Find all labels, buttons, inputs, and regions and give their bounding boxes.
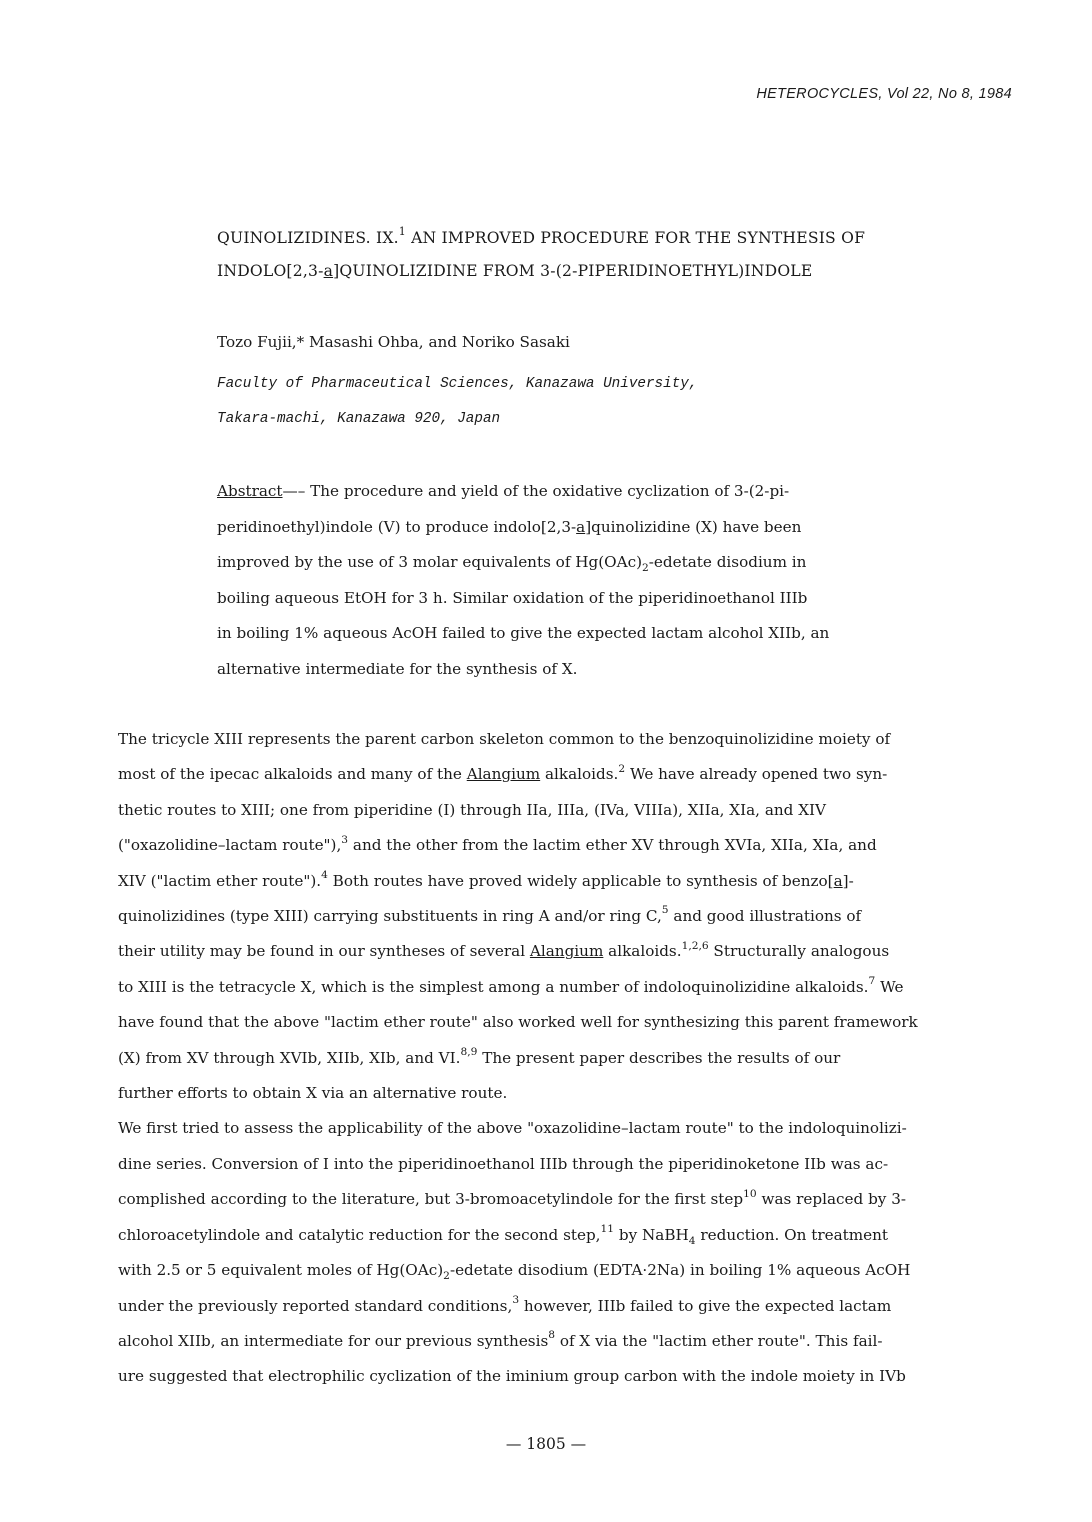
body-line: dine series. Conversion of I into the piperidinoethanol IIIb through the piperidinoketone IIb was ac- bbox=[118, 1154, 889, 1173]
body-text-run: alcohol XIIb, an intermediate for our previous synthesis bbox=[118, 1331, 549, 1350]
genus-name: Alangium bbox=[466, 765, 541, 784]
body-line: have found that the above "lactim ether route" also worked well for synthesizing this parent framework bbox=[118, 1013, 918, 1032]
body-text-run: chloroacetylindole and catalytic reduction for the second step, bbox=[118, 1225, 601, 1244]
body-text bbox=[118, 722, 1018, 1395]
footnote-ref: 1 bbox=[398, 225, 406, 239]
subscript: 2 bbox=[642, 561, 649, 575]
title-text: AN IMPROVED PROCEDURE FOR THE SYNTHESIS OF bbox=[405, 229, 866, 247]
footnote-ref: 11 bbox=[600, 1222, 615, 1236]
body-text-run: under the previously reported standard conditions, bbox=[118, 1296, 513, 1315]
genus-name: Alangium bbox=[529, 942, 604, 961]
body-text-run: their utility may be found in our syntheses of several bbox=[118, 942, 530, 961]
title-italic-locant: a bbox=[323, 262, 334, 280]
affiliation-line: Takara-machi, Kanazawa 920, Japan bbox=[217, 411, 501, 427]
abstract-text: -edetate disodium in bbox=[648, 553, 807, 571]
abstract-line: alternative intermediate for the synthesis of X. bbox=[217, 659, 578, 678]
body-text-run: ]- bbox=[842, 871, 854, 890]
abstract-text: improved by the use of 3 molar equivalents of Hg(OAc) bbox=[217, 553, 643, 571]
body-line bbox=[118, 899, 1018, 934]
body-line bbox=[118, 1289, 1018, 1324]
body-text-run: ("oxazolidine–lactam route"), bbox=[118, 836, 342, 855]
footnote-ref: 8,9 bbox=[460, 1045, 478, 1058]
body-line bbox=[118, 828, 1018, 863]
body-line bbox=[118, 1253, 1018, 1288]
body-line: The tricycle XIII represents the parent carbon skeleton common to the benzoquinolizidine moiety of bbox=[118, 730, 891, 748]
body-text-run: (X) from XV through XVIb, XIIb, XIb, and VI. bbox=[118, 1048, 461, 1067]
author-list: Tozo Fujii,* Masashi Ohba, and Noriko Sasaki bbox=[217, 333, 570, 351]
article-title bbox=[217, 222, 1037, 288]
body-line bbox=[118, 1182, 1018, 1217]
body-text-run: was replaced by 3- bbox=[756, 1190, 906, 1209]
body-line: thetic routes to XIII; one from piperidine (I) through IIa, IIIa, (IVa, VIIIa), XIIa, XIa, and XIV bbox=[118, 800, 826, 819]
body-line: ure suggested that electrophilic cyclization of the iminium group carbon with the indole moiety in IVb bbox=[118, 1367, 906, 1386]
footnote-ref: 5 bbox=[661, 903, 669, 917]
body-text-run: and the other from the lactim ether XV through XVIa, XIIa, XIa, and bbox=[348, 836, 877, 855]
abstract-line bbox=[217, 510, 997, 546]
body-text-run: We have already opened two syn- bbox=[625, 765, 888, 784]
body-line bbox=[118, 934, 1018, 969]
abstract-line bbox=[217, 474, 997, 510]
body-text-run: quinolizidines (type XIII) carrying substituents in ring A and/or ring C, bbox=[118, 907, 662, 926]
footnote-ref: 10 bbox=[743, 1186, 757, 1200]
title-text: ]QUINOLIZIDINE FROM 3-(2-PIPERIDINOETHYL)INDOLE bbox=[333, 262, 813, 280]
body-text-run: reduction. On treatment bbox=[695, 1225, 889, 1244]
journal-header: HETEROCYCLES, Vol 22, No 8, 1984 bbox=[756, 86, 1012, 102]
body-text-run: of X via the "lactim ether route". This fail- bbox=[555, 1331, 883, 1350]
abstract-text: —– The procedure and yield of the oxidative cyclization of 3-(2-pi- bbox=[282, 482, 790, 500]
body-text-run: We bbox=[875, 977, 904, 996]
title-line-2 bbox=[217, 255, 1037, 288]
body-text-run: alkaloids. bbox=[603, 942, 682, 961]
abstract-line: boiling aqueous EtOH for 3 h. Similar oxidation of the piperidinoethanol IIIb bbox=[217, 588, 808, 607]
affiliation-line: Faculty of Pharmaceutical Sciences, Kanazawa University, bbox=[217, 376, 698, 392]
locant: a bbox=[833, 871, 843, 890]
body-text-run: with 2.5 or 5 equivalent moles of Hg(OAc) bbox=[118, 1261, 444, 1280]
body-text-run: Both routes have proved widely applicable to synthesis of benzo[ bbox=[327, 871, 834, 890]
body-line bbox=[118, 1218, 1018, 1253]
body-line bbox=[118, 1324, 1018, 1359]
footnote-ref: 3 bbox=[341, 832, 349, 846]
abstract-text: ]quinolizidine (X) have been bbox=[585, 517, 802, 536]
abstract-text: peridinoethyl)indole (V) to produce indolo[2,3- bbox=[217, 517, 577, 536]
footnote-ref: 3 bbox=[512, 1292, 520, 1306]
title-text: QUINOLIZIDINES. IX. bbox=[217, 229, 399, 247]
body-text-run: and good illustrations of bbox=[668, 907, 862, 926]
body-text-run: -edetate disodium (EDTA·2Na) in boiling 1% aqueous AcOH bbox=[449, 1261, 911, 1280]
footnote-ref: 7 bbox=[868, 974, 876, 988]
body-text-run: XIV ("lactim ether route"). bbox=[118, 871, 322, 890]
body-text-run: to XIII is the tetracycle X, which is the simplest among a number of indoloquinolizidine alkaloids. bbox=[118, 977, 869, 996]
body-text-run: Structurally analogous bbox=[708, 942, 890, 961]
abstract-line: in boiling 1% aqueous AcOH failed to give the expected lactam alcohol XIIb, an bbox=[217, 624, 830, 642]
body-text-run: most of the ipecac alkaloids and many of the bbox=[118, 765, 467, 784]
body-line bbox=[118, 970, 1018, 1005]
body-text-run: complished according to the literature, but 3-bromoacetylindole for the first step bbox=[118, 1190, 744, 1209]
body-text-run: however, IIIb failed to give the expected lactam bbox=[519, 1296, 892, 1315]
body-text-run: by NaBH bbox=[614, 1225, 689, 1244]
subscript: 2 bbox=[443, 1269, 450, 1283]
body-text-run: alkaloids. bbox=[540, 765, 619, 784]
title-line-1 bbox=[217, 222, 1037, 255]
abstract-line bbox=[217, 545, 997, 581]
footnote-ref: 1,2,6 bbox=[681, 938, 709, 952]
body-text-run: The present paper describes the results of our bbox=[477, 1048, 841, 1067]
abstract bbox=[217, 474, 997, 687]
abstract-label: Abstract bbox=[217, 482, 283, 500]
body-line: further efforts to obtain X via an alternative route. bbox=[118, 1084, 508, 1103]
subscript: 4 bbox=[688, 1233, 696, 1247]
body-line bbox=[118, 864, 1018, 899]
footnote-ref: 8 bbox=[548, 1328, 556, 1342]
affiliation bbox=[217, 367, 697, 437]
body-line bbox=[118, 1041, 1018, 1076]
footnote-ref: 2 bbox=[618, 761, 626, 775]
footnote-ref: 4 bbox=[321, 867, 328, 881]
title-text: INDOLO[2,3- bbox=[217, 262, 324, 280]
abstract-locant: a bbox=[576, 517, 586, 536]
body-line bbox=[118, 757, 1018, 792]
body-line: We first tried to assess the applicability of the above "oxazolidine–lactam route" to the indoloquinolizi- bbox=[118, 1119, 907, 1138]
page-number: — 1805 — bbox=[505, 1435, 587, 1453]
